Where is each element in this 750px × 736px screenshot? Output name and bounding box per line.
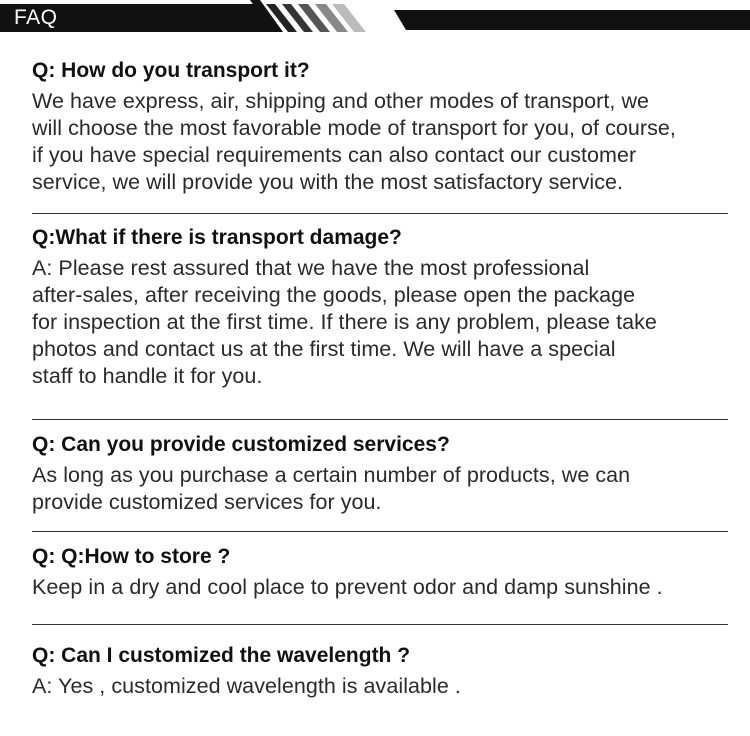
- faq-answer: As long as you purchase a certain number of products, we can provide customized services for you.: [32, 463, 631, 514]
- faq-list: [32, 58, 728, 713]
- faq-item: [32, 225, 728, 420]
- faq-question: Q: Q:How to store ?: [32, 545, 231, 568]
- faq-item: [32, 432, 728, 532]
- faq-item: [32, 643, 728, 713]
- faq-answer: We have express, air, shipping and other modes of transport, we will choose the most favorable mode of transport for you, of course, if you have special requirements can also contact our customer service, we will provide you with the most satisfactory service.: [32, 89, 676, 194]
- header-bar-right: [394, 10, 750, 30]
- faq-answer: Keep in a dry and cool place to prevent odor and damp sunshine .: [32, 575, 663, 599]
- page-title: FAQ: [14, 6, 58, 29]
- faq-question: Q:What if there is transport damage?: [32, 226, 402, 249]
- header-stripes-decoration: [230, 0, 400, 34]
- faq-answer: A: Please rest assured that we have the most professional after-sales, after receiving the goods, please open the package for inspection at the first time. If there is any problem, please take photos and contact us at the first time. We will have a special staff to handle it for you.: [32, 256, 657, 388]
- faq-header: [0, 0, 750, 34]
- faq-question: Q: Can I customized the wavelength ?: [32, 644, 411, 667]
- faq-question: Q: Can you provide customized services?: [32, 433, 450, 456]
- faq-answer: A: Yes , customized wavelength is available .: [32, 674, 461, 698]
- faq-item: [32, 58, 728, 214]
- faq-item: [32, 544, 728, 625]
- faq-question: Q: How do you transport it?: [32, 59, 310, 82]
